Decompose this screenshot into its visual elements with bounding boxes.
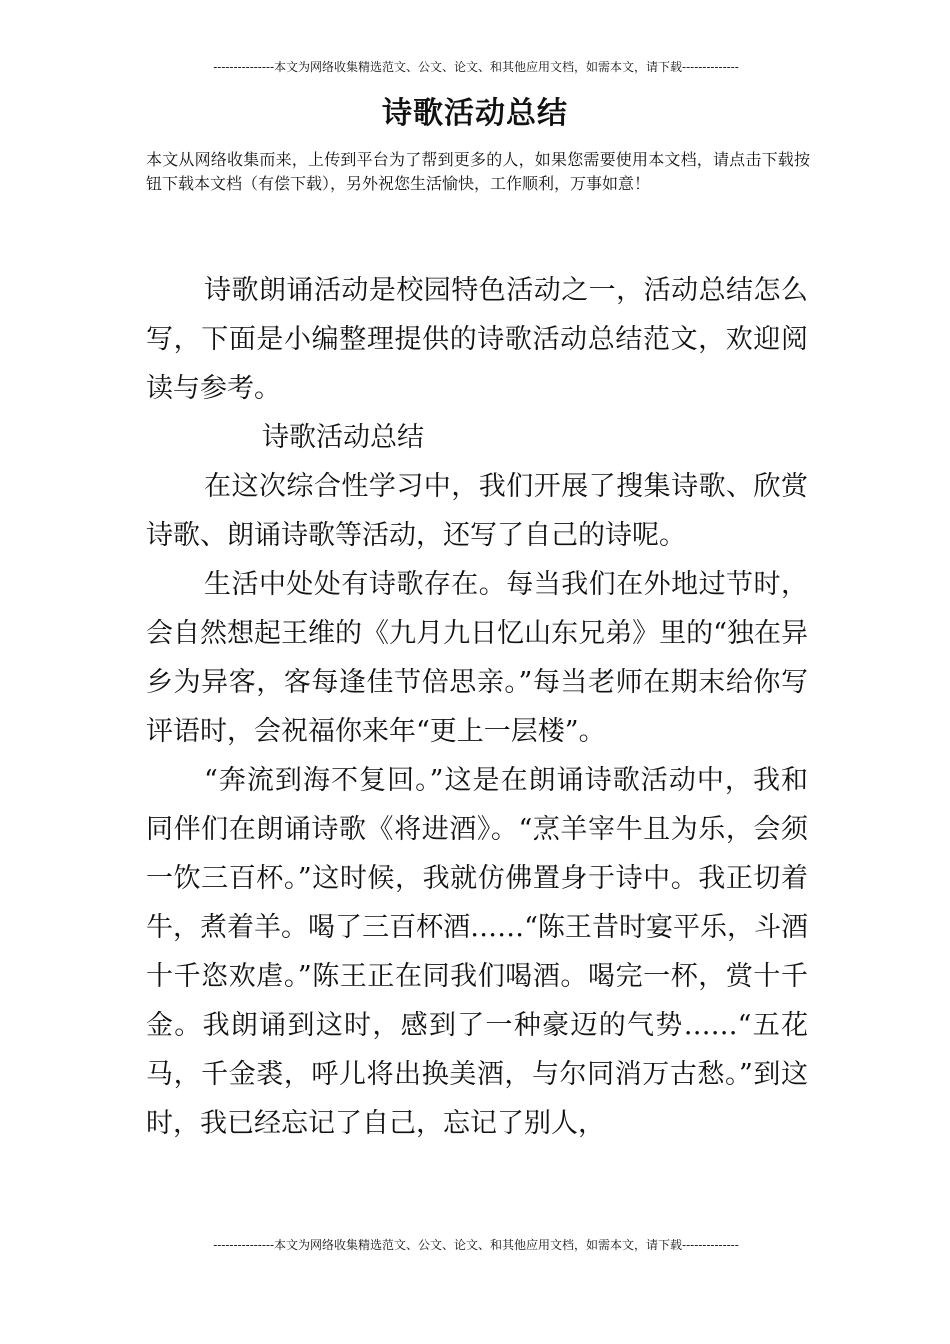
section-subheading: 诗歌活动总结 <box>262 422 424 453</box>
body-paragraph-3: “奔流到海不复回。”这是在朗诵诗歌活动中，我和同伴们在朗诵诗歌《将进酒》。“烹羊宰牛且为乐，会须一饮三百杯。”这时候，我就仿佛置身于诗中。我正切着牛，煮着羊。喝了三百杯酒……“陈王昔时宴平乐，斗酒十千恣欢虐。”陈王正在同我们喝酒。喝完一杯，赏十千金。我朗诵到这时，感到了一种豪迈的气势……“五花马，千金裘，呼儿将出换美酒，与尔同消万古愁。”到这时，我已经忘记了自己，忘记了别人， <box>146 765 808 1139</box>
page-footer: ---------------本文为网络收集精选范文、公文、论文、和其他应用文档，如需本文，请下载-------------- <box>213 1238 739 1252</box>
body-paragraph-1: 在这次综合性学习中，我们开展了搜集诗歌、欣赏诗歌、朗诵诗歌等活动，还写了自己的诗呢。 <box>146 471 808 551</box>
page-header: ---------------本文为网络收集精选范文、公文、论文、和其他应用文档，如需本文，请下载-------------- <box>213 60 739 74</box>
intro-paragraph: 诗歌朗诵活动是校园特色活动之一，活动总结怎么写，下面是小编整理提供的诗歌活动总结范文，欢迎阅读与参考。 <box>146 275 808 404</box>
download-notice: 本文从网络收集而来，上传到平台为了帮到更多的人，如果您需要使用本文档，请点击下载按钮下载本文档（有偿下载），另外祝您生活愉快，工作顺利，万事如意！ <box>146 150 810 193</box>
document-body <box>146 266 808 1148</box>
document-title: 诗歌活动总结 <box>382 96 568 131</box>
body-paragraph-2: 生活中处处有诗歌存在。每当我们在外地过节时，会自然想起王维的《九月九日忆山东兄弟》里的“独在异乡为异客，客每逢佳节倍思亲。”每当老师在期末给你写评语时，会祝福你来年“更上一层楼”。 <box>146 569 808 747</box>
